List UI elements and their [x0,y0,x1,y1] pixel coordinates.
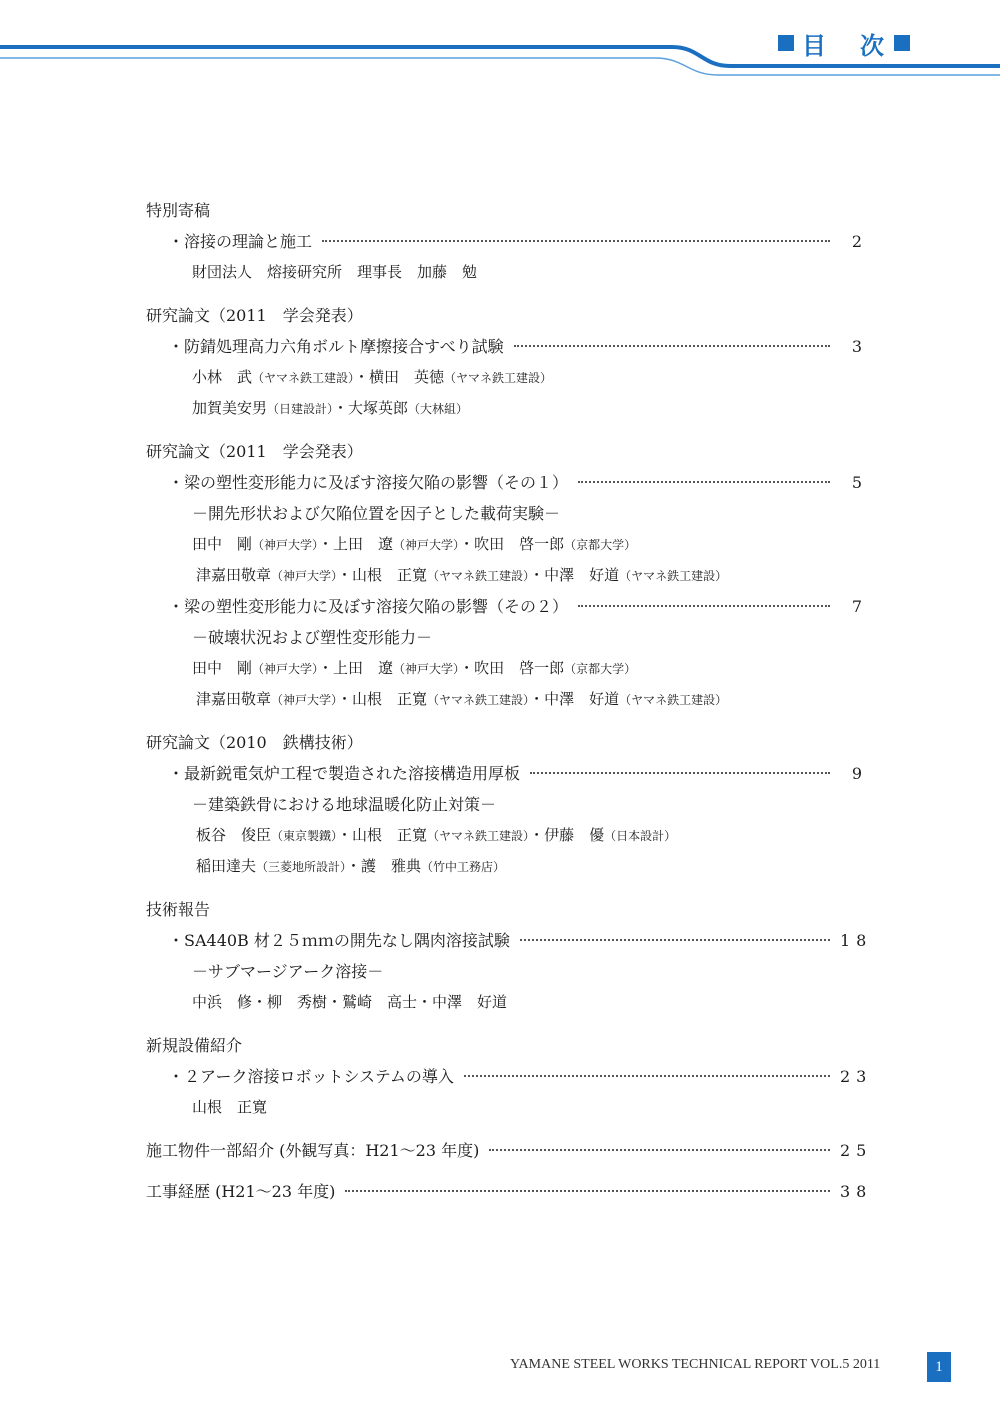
page-number: 23 [840,1067,873,1086]
toc-section [146,437,868,715]
toc-entry [168,331,868,424]
author-line: 山根 正寛 [192,1098,268,1116]
author-line: 財団法人 熔接研究所 理事長 加藤 勉 [192,263,478,281]
toc-entry [168,758,868,882]
heading-square-icon [894,35,910,51]
section-title: 研究論文（2011 学会発表） [146,306,363,325]
entry-row [168,467,868,498]
table-of-contents [146,196,873,1218]
author-line: 津嘉田敬章（神戸大学）・山根 正寛（ヤマネ鉄工建設）・中澤 好道（ヤマネ鉄工建設） [196,566,728,584]
entry-title: ・防錆処理高力六角ボルト摩擦接合すべり試験 [168,337,504,356]
entry-title: 工事経歴 (H21～23 年度) [146,1182,336,1201]
entry-title: ・最新鋭電気炉工程で製造された溶接構造用厚板 [168,764,521,783]
leader-dots [345,1190,830,1192]
toc-entry [146,1177,873,1207]
page-number: 38 [840,1182,873,1201]
entry-title: ・２アーク溶接ロボットシステムの導入 [168,1067,454,1086]
toc-entry [168,226,868,288]
page-number-badge: 1 [927,1352,951,1382]
entry-row [168,331,868,362]
leader-dots [464,1075,830,1077]
author-line: 板谷 俊臣（東京製鐵）・山根 正寛（ヤマネ鉄工建設）・伊藤 優（日本設計） [196,826,677,844]
page-number: 18 [840,931,873,950]
section-title: 新規設備紹介 [146,1036,243,1055]
leader-dots [578,605,830,607]
entry-subtitle: －破壊状況および塑性変形能力－ [192,628,433,647]
leader-dots [322,240,830,242]
leader-dots [520,939,830,941]
author-line: 田中 剛（神戸大学）・上田 遼（神戸大学）・吹田 啓一郎（京都大学） [192,659,637,677]
page-number: 25 [840,1141,873,1160]
entry-row [168,925,873,956]
entry-row [168,758,868,789]
author-line: 津嘉田敬章（神戸大学）・山根 正寛（ヤマネ鉄工建設）・中澤 好道（ヤマネ鉄工建設） [196,690,728,708]
page-number: 3 [851,337,868,356]
entry-subtitle: －開先形状および欠陥位置を因子とした載荷実験－ [192,504,561,523]
footer-text: YAMANE STEEL WORKS TECHNICAL REPORT VOL.5 2011 [510,1357,881,1372]
page-number: 5 [851,473,868,492]
toc-section [146,301,868,424]
entry-row [168,591,868,622]
toc-section [146,895,873,1018]
entry-row [168,226,868,257]
section-title: 研究論文（2010 鉄構技術） [146,733,363,752]
author-line: 加賀美安男（日建設計）・大塚英郎（大林組） [192,399,469,417]
page-number: 9 [851,764,868,783]
toc-section [146,1031,873,1123]
toc-entry [146,1136,873,1166]
author-line: 小林 武（ヤマネ鉄工建設）・横田 英徳（ヤマネ鉄工建設） [192,368,553,386]
leader-dots [489,1149,830,1151]
entry-title: ・梁の塑性変形能力に及ぼす溶接欠陥の影響（その１） [168,473,569,492]
section-title: 研究論文（2011 学会発表） [146,442,363,461]
toc-heading [778,28,910,58]
leader-dots [578,481,830,483]
entry-title: ・SA440B 材２５ｍｍの開先なし隅肉溶接試験 [168,931,510,950]
entry-subtitle: －建築鉄骨における地球温暖化防止対策－ [192,795,497,814]
toc-entry [168,591,868,715]
author-line: 田中 剛（神戸大学）・上田 遼（神戸大学）・吹田 啓一郎（京都大学） [192,535,637,553]
toc-entry [168,1061,873,1123]
page-number: 2 [851,232,868,251]
entry-subtitle: －サブマージアーク溶接－ [192,962,384,981]
section-title: 技術報告 [146,900,211,919]
heading-square-icon [778,35,794,51]
entry-title: 施工物件一部紹介 (外観写真：H21～23 年度) [146,1141,480,1160]
heading-char-1: 目 [802,31,828,60]
author-line: 稲田達夫（三菱地所設計）・護 雅典（竹中工務店） [196,857,506,875]
entry-title: ・溶接の理論と施工 [168,232,313,251]
entry-title: ・梁の塑性変形能力に及ぼす溶接欠陥の影響（その２） [168,597,569,616]
leader-dots [530,772,830,774]
author-line: 中浜 修・柳 秀樹・鷲崎 高士・中澤 好道 [192,993,508,1011]
toc-entry [168,925,873,1018]
entry-row [168,1061,873,1092]
leader-dots [514,345,830,347]
toc-section [146,728,868,882]
toc-entry [168,467,868,591]
page-number: 7 [851,597,868,616]
section-title: 特別寄稿 [146,201,211,220]
heading-char-2: 次 [860,31,886,60]
toc-section [146,196,868,288]
